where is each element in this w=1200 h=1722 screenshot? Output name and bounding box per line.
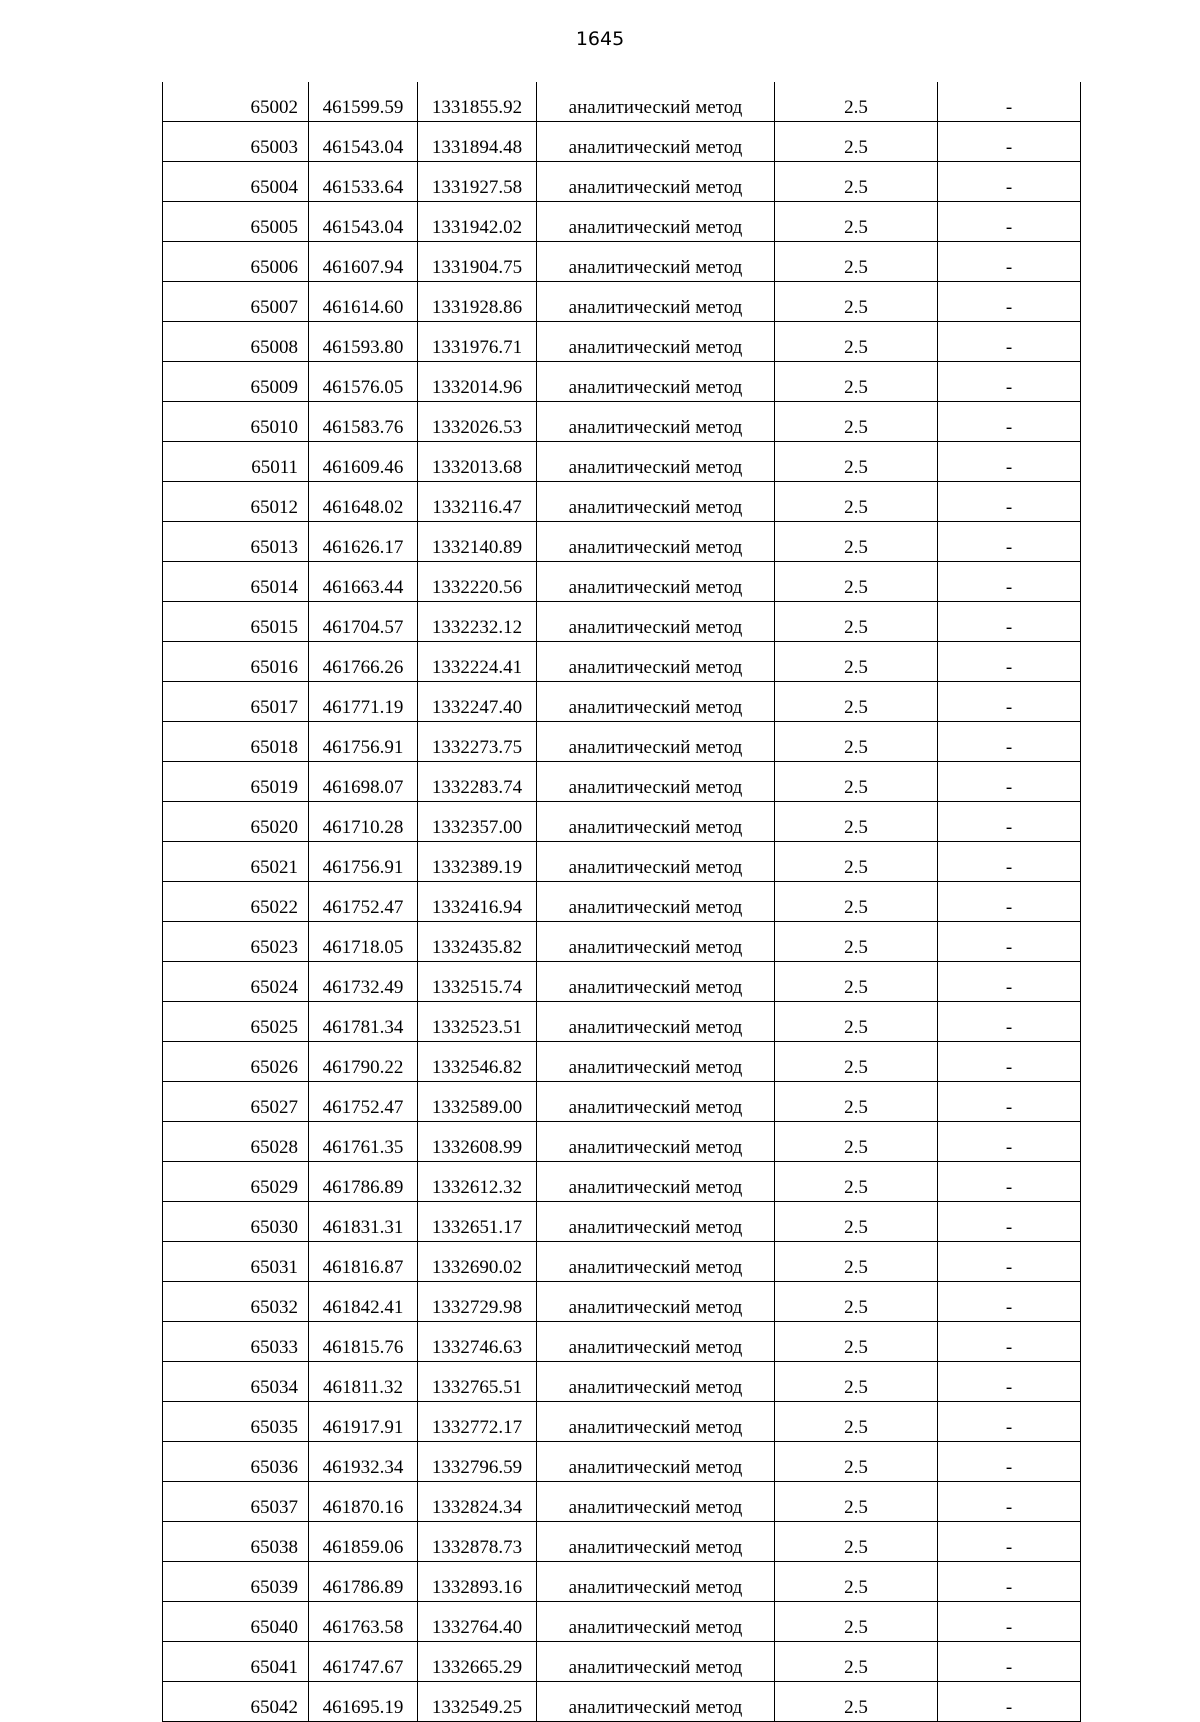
y-coordinate-cell: 1332589.00	[418, 1082, 537, 1122]
method-cell: аналитический метод	[537, 1202, 775, 1242]
method-cell: аналитический метод	[537, 242, 775, 282]
point-number-cell: 65002	[163, 82, 309, 122]
method-cell: аналитический метод	[537, 762, 775, 802]
x-coordinate-cell: 461842.41	[309, 1282, 418, 1322]
note-cell: -	[938, 242, 1081, 282]
method-cell: аналитический метод	[537, 842, 775, 882]
point-number-cell: 65042	[163, 1682, 309, 1722]
method-cell: аналитический метод	[537, 1082, 775, 1122]
table-row	[163, 1602, 1081, 1642]
precision-cell: 2.5	[775, 1202, 938, 1242]
method-cell: аналитический метод	[537, 82, 775, 122]
y-coordinate-cell: 1332546.82	[418, 1042, 537, 1082]
x-coordinate-cell: 461816.87	[309, 1242, 418, 1282]
y-coordinate-cell: 1332026.53	[418, 402, 537, 442]
method-cell: аналитический метод	[537, 602, 775, 642]
point-number-cell: 65024	[163, 962, 309, 1002]
precision-cell: 2.5	[775, 442, 938, 482]
precision-cell: 2.5	[775, 402, 938, 442]
table-row	[163, 1442, 1081, 1482]
point-number-cell: 65025	[163, 1002, 309, 1042]
table-row	[163, 402, 1081, 442]
table-row	[163, 722, 1081, 762]
x-coordinate-cell: 461747.67	[309, 1642, 418, 1682]
method-cell: аналитический метод	[537, 402, 775, 442]
precision-cell: 2.5	[775, 1282, 938, 1322]
x-coordinate-cell: 461771.19	[309, 682, 418, 722]
precision-cell: 2.5	[775, 1562, 938, 1602]
table-row	[163, 1402, 1081, 1442]
point-number-cell: 65019	[163, 762, 309, 802]
point-number-cell: 65009	[163, 362, 309, 402]
y-coordinate-cell: 1332772.17	[418, 1402, 537, 1442]
note-cell: -	[938, 842, 1081, 882]
note-cell: -	[938, 1282, 1081, 1322]
method-cell: аналитический метод	[537, 1682, 775, 1722]
x-coordinate-cell: 461917.91	[309, 1402, 418, 1442]
precision-cell: 2.5	[775, 482, 938, 522]
point-number-cell: 65007	[163, 282, 309, 322]
precision-cell: 2.5	[775, 842, 938, 882]
table-row	[163, 1002, 1081, 1042]
precision-cell: 2.5	[775, 1602, 938, 1642]
point-number-cell: 65011	[163, 442, 309, 482]
y-coordinate-cell: 1332746.63	[418, 1322, 537, 1362]
point-number-cell: 65014	[163, 562, 309, 602]
y-coordinate-cell: 1332273.75	[418, 722, 537, 762]
precision-cell: 2.5	[775, 882, 938, 922]
x-coordinate-cell: 461815.76	[309, 1322, 418, 1362]
x-coordinate-cell: 461583.76	[309, 402, 418, 442]
note-cell: -	[938, 1562, 1081, 1602]
precision-cell: 2.5	[775, 82, 938, 122]
precision-cell: 2.5	[775, 362, 938, 402]
method-cell: аналитический метод	[537, 162, 775, 202]
table-row	[163, 1362, 1081, 1402]
y-coordinate-cell: 1331904.75	[418, 242, 537, 282]
point-number-cell: 65015	[163, 602, 309, 642]
y-coordinate-cell: 1332765.51	[418, 1362, 537, 1402]
y-coordinate-cell: 1332690.02	[418, 1242, 537, 1282]
precision-cell: 2.5	[775, 602, 938, 642]
note-cell: -	[938, 1002, 1081, 1042]
note-cell: -	[938, 562, 1081, 602]
y-coordinate-cell: 1332357.00	[418, 802, 537, 842]
point-number-cell: 65038	[163, 1522, 309, 1562]
table-row	[163, 202, 1081, 242]
point-number-cell: 65040	[163, 1602, 309, 1642]
table-row	[163, 1322, 1081, 1362]
precision-cell: 2.5	[775, 962, 938, 1002]
y-coordinate-cell: 1331928.86	[418, 282, 537, 322]
y-coordinate-cell: 1332389.19	[418, 842, 537, 882]
method-cell: аналитический метод	[537, 1322, 775, 1362]
note-cell: -	[938, 1522, 1081, 1562]
y-coordinate-cell: 1332878.73	[418, 1522, 537, 1562]
x-coordinate-cell: 461609.46	[309, 442, 418, 482]
note-cell: -	[938, 202, 1081, 242]
precision-cell: 2.5	[775, 642, 938, 682]
table-row	[163, 842, 1081, 882]
y-coordinate-cell: 1331942.02	[418, 202, 537, 242]
precision-cell: 2.5	[775, 322, 938, 362]
x-coordinate-cell: 461543.04	[309, 122, 418, 162]
precision-cell: 2.5	[775, 1042, 938, 1082]
note-cell: -	[938, 962, 1081, 1002]
method-cell: аналитический метод	[537, 922, 775, 962]
x-coordinate-cell: 461648.02	[309, 482, 418, 522]
x-coordinate-cell: 461756.91	[309, 722, 418, 762]
y-coordinate-cell: 1332224.41	[418, 642, 537, 682]
table-row	[163, 1162, 1081, 1202]
precision-cell: 2.5	[775, 682, 938, 722]
method-cell: аналитический метод	[537, 442, 775, 482]
x-coordinate-cell: 461790.22	[309, 1042, 418, 1082]
y-coordinate-cell: 1332665.29	[418, 1642, 537, 1682]
table-row	[163, 1562, 1081, 1602]
precision-cell: 2.5	[775, 122, 938, 162]
precision-cell: 2.5	[775, 1402, 938, 1442]
y-coordinate-cell: 1331976.71	[418, 322, 537, 362]
table-row	[163, 362, 1081, 402]
y-coordinate-cell: 1331927.58	[418, 162, 537, 202]
point-number-cell: 65003	[163, 122, 309, 162]
point-number-cell: 65013	[163, 522, 309, 562]
method-cell: аналитический метод	[537, 642, 775, 682]
table-row	[163, 882, 1081, 922]
table-row	[163, 1042, 1081, 1082]
x-coordinate-cell: 461710.28	[309, 802, 418, 842]
x-coordinate-cell: 461870.16	[309, 1482, 418, 1522]
point-number-cell: 65018	[163, 722, 309, 762]
precision-cell: 2.5	[775, 1242, 938, 1282]
note-cell: -	[938, 802, 1081, 842]
y-coordinate-cell: 1332283.74	[418, 762, 537, 802]
note-cell: -	[938, 722, 1081, 762]
method-cell: аналитический метод	[537, 1362, 775, 1402]
point-number-cell: 65037	[163, 1482, 309, 1522]
note-cell: -	[938, 1322, 1081, 1362]
method-cell: аналитический метод	[537, 1442, 775, 1482]
note-cell: -	[938, 1162, 1081, 1202]
y-coordinate-cell: 1332549.25	[418, 1682, 537, 1722]
x-coordinate-cell: 461752.47	[309, 882, 418, 922]
y-coordinate-cell: 1332435.82	[418, 922, 537, 962]
note-cell: -	[938, 1402, 1081, 1442]
y-coordinate-cell: 1332515.74	[418, 962, 537, 1002]
x-coordinate-cell: 461752.47	[309, 1082, 418, 1122]
note-cell: -	[938, 162, 1081, 202]
precision-cell: 2.5	[775, 802, 938, 842]
x-coordinate-cell: 461859.06	[309, 1522, 418, 1562]
method-cell: аналитический метод	[537, 1002, 775, 1042]
note-cell: -	[938, 1122, 1081, 1162]
method-cell: аналитический метод	[537, 882, 775, 922]
method-cell: аналитический метод	[537, 1522, 775, 1562]
precision-cell: 2.5	[775, 762, 938, 802]
precision-cell: 2.5	[775, 1442, 938, 1482]
table-row	[163, 1202, 1081, 1242]
table-row	[163, 682, 1081, 722]
precision-cell: 2.5	[775, 522, 938, 562]
point-number-cell: 65035	[163, 1402, 309, 1442]
y-coordinate-cell: 1332013.68	[418, 442, 537, 482]
precision-cell: 2.5	[775, 1082, 938, 1122]
x-coordinate-cell: 461593.80	[309, 322, 418, 362]
y-coordinate-cell: 1332116.47	[418, 482, 537, 522]
precision-cell: 2.5	[775, 242, 938, 282]
x-coordinate-cell: 461831.31	[309, 1202, 418, 1242]
x-coordinate-cell: 461786.89	[309, 1562, 418, 1602]
x-coordinate-cell: 461756.91	[309, 842, 418, 882]
table-row	[163, 522, 1081, 562]
note-cell: -	[938, 442, 1081, 482]
table-row	[163, 242, 1081, 282]
method-cell: аналитический метод	[537, 722, 775, 762]
precision-cell: 2.5	[775, 722, 938, 762]
y-coordinate-cell: 1332796.59	[418, 1442, 537, 1482]
coordinates-table-body	[163, 82, 1081, 1722]
x-coordinate-cell: 461599.59	[309, 82, 418, 122]
x-coordinate-cell: 461614.60	[309, 282, 418, 322]
x-coordinate-cell: 461576.05	[309, 362, 418, 402]
method-cell: аналитический метод	[537, 482, 775, 522]
note-cell: -	[938, 282, 1081, 322]
point-number-cell: 65012	[163, 482, 309, 522]
note-cell: -	[938, 1362, 1081, 1402]
note-cell: -	[938, 1482, 1081, 1522]
coordinates-table	[162, 82, 1081, 1722]
precision-cell: 2.5	[775, 1482, 938, 1522]
note-cell: -	[938, 402, 1081, 442]
x-coordinate-cell: 461543.04	[309, 202, 418, 242]
precision-cell: 2.5	[775, 1642, 938, 1682]
point-number-cell: 65017	[163, 682, 309, 722]
point-number-cell: 65029	[163, 1162, 309, 1202]
x-coordinate-cell: 461811.32	[309, 1362, 418, 1402]
method-cell: аналитический метод	[537, 1042, 775, 1082]
point-number-cell: 65023	[163, 922, 309, 962]
precision-cell: 2.5	[775, 282, 938, 322]
note-cell: -	[938, 642, 1081, 682]
table-row	[163, 162, 1081, 202]
precision-cell: 2.5	[775, 922, 938, 962]
x-coordinate-cell: 461533.64	[309, 162, 418, 202]
y-coordinate-cell: 1332764.40	[418, 1602, 537, 1642]
y-coordinate-cell: 1331855.92	[418, 82, 537, 122]
method-cell: аналитический метод	[537, 562, 775, 602]
method-cell: аналитический метод	[537, 522, 775, 562]
method-cell: аналитический метод	[537, 1122, 775, 1162]
precision-cell: 2.5	[775, 562, 938, 602]
method-cell: аналитический метод	[537, 1162, 775, 1202]
table-row	[163, 802, 1081, 842]
table-row	[163, 1482, 1081, 1522]
method-cell: аналитический метод	[537, 1282, 775, 1322]
y-coordinate-cell: 1332651.17	[418, 1202, 537, 1242]
point-number-cell: 65036	[163, 1442, 309, 1482]
y-coordinate-cell: 1332232.12	[418, 602, 537, 642]
y-coordinate-cell: 1332893.16	[418, 1562, 537, 1602]
precision-cell: 2.5	[775, 1682, 938, 1722]
x-coordinate-cell: 461695.19	[309, 1682, 418, 1722]
y-coordinate-cell: 1332220.56	[418, 562, 537, 602]
note-cell: -	[938, 1242, 1081, 1282]
method-cell: аналитический метод	[537, 1562, 775, 1602]
table-row	[163, 482, 1081, 522]
note-cell: -	[938, 922, 1081, 962]
table-row	[163, 562, 1081, 602]
y-coordinate-cell: 1331894.48	[418, 122, 537, 162]
y-coordinate-cell: 1332523.51	[418, 1002, 537, 1042]
note-cell: -	[938, 362, 1081, 402]
table-row	[163, 442, 1081, 482]
table-row	[163, 642, 1081, 682]
x-coordinate-cell: 461761.35	[309, 1122, 418, 1162]
method-cell: аналитический метод	[537, 1482, 775, 1522]
table-row	[163, 962, 1081, 1002]
point-number-cell: 65041	[163, 1642, 309, 1682]
y-coordinate-cell: 1332416.94	[418, 882, 537, 922]
x-coordinate-cell: 461698.07	[309, 762, 418, 802]
point-number-cell: 65032	[163, 1282, 309, 1322]
note-cell: -	[938, 1202, 1081, 1242]
table-row	[163, 1122, 1081, 1162]
point-number-cell: 65008	[163, 322, 309, 362]
table-row	[163, 1682, 1081, 1722]
precision-cell: 2.5	[775, 1002, 938, 1042]
y-coordinate-cell: 1332608.99	[418, 1122, 537, 1162]
note-cell: -	[938, 1042, 1081, 1082]
note-cell: -	[938, 1082, 1081, 1122]
note-cell: -	[938, 1682, 1081, 1722]
x-coordinate-cell: 461607.94	[309, 242, 418, 282]
table-row	[163, 1522, 1081, 1562]
table-row	[163, 1282, 1081, 1322]
y-coordinate-cell: 1332824.34	[418, 1482, 537, 1522]
table-row	[163, 602, 1081, 642]
point-number-cell: 65021	[163, 842, 309, 882]
point-number-cell: 65016	[163, 642, 309, 682]
point-number-cell: 65006	[163, 242, 309, 282]
x-coordinate-cell: 461704.57	[309, 602, 418, 642]
note-cell: -	[938, 522, 1081, 562]
note-cell: -	[938, 762, 1081, 802]
precision-cell: 2.5	[775, 1162, 938, 1202]
table-row	[163, 1242, 1081, 1282]
y-coordinate-cell: 1332140.89	[418, 522, 537, 562]
x-coordinate-cell: 461763.58	[309, 1602, 418, 1642]
point-number-cell: 65034	[163, 1362, 309, 1402]
method-cell: аналитический метод	[537, 802, 775, 842]
x-coordinate-cell: 461718.05	[309, 922, 418, 962]
x-coordinate-cell: 461732.49	[309, 962, 418, 1002]
point-number-cell: 65031	[163, 1242, 309, 1282]
point-number-cell: 65026	[163, 1042, 309, 1082]
precision-cell: 2.5	[775, 1362, 938, 1402]
x-coordinate-cell: 461766.26	[309, 642, 418, 682]
precision-cell: 2.5	[775, 1322, 938, 1362]
table-row	[163, 82, 1081, 122]
method-cell: аналитический метод	[537, 1642, 775, 1682]
point-number-cell: 65005	[163, 202, 309, 242]
precision-cell: 2.5	[775, 162, 938, 202]
x-coordinate-cell: 461786.89	[309, 1162, 418, 1202]
table-row	[163, 282, 1081, 322]
y-coordinate-cell: 1332612.32	[418, 1162, 537, 1202]
method-cell: аналитический метод	[537, 202, 775, 242]
y-coordinate-cell: 1332247.40	[418, 682, 537, 722]
note-cell: -	[938, 122, 1081, 162]
point-number-cell: 65004	[163, 162, 309, 202]
table-row	[163, 322, 1081, 362]
method-cell: аналитический метод	[537, 682, 775, 722]
table-row	[163, 1642, 1081, 1682]
note-cell: -	[938, 322, 1081, 362]
note-cell: -	[938, 82, 1081, 122]
method-cell: аналитический метод	[537, 1402, 775, 1442]
x-coordinate-cell: 461626.17	[309, 522, 418, 562]
y-coordinate-cell: 1332729.98	[418, 1282, 537, 1322]
point-number-cell: 65027	[163, 1082, 309, 1122]
point-number-cell: 65028	[163, 1122, 309, 1162]
note-cell: -	[938, 1442, 1081, 1482]
point-number-cell: 65030	[163, 1202, 309, 1242]
method-cell: аналитический метод	[537, 1242, 775, 1282]
precision-cell: 2.5	[775, 202, 938, 242]
method-cell: аналитический метод	[537, 122, 775, 162]
table-row	[163, 122, 1081, 162]
note-cell: -	[938, 1602, 1081, 1642]
method-cell: аналитический метод	[537, 962, 775, 1002]
note-cell: -	[938, 1642, 1081, 1682]
point-number-cell: 65022	[163, 882, 309, 922]
page-number: 1645	[575, 28, 625, 50]
method-cell: аналитический метод	[537, 1602, 775, 1642]
point-number-cell: 65010	[163, 402, 309, 442]
point-number-cell: 65020	[163, 802, 309, 842]
point-number-cell: 65039	[163, 1562, 309, 1602]
table-row	[163, 922, 1081, 962]
table-row	[163, 762, 1081, 802]
table-row	[163, 1082, 1081, 1122]
note-cell: -	[938, 602, 1081, 642]
precision-cell: 2.5	[775, 1522, 938, 1562]
x-coordinate-cell: 461663.44	[309, 562, 418, 602]
precision-cell: 2.5	[775, 1122, 938, 1162]
method-cell: аналитический метод	[537, 362, 775, 402]
note-cell: -	[938, 482, 1081, 522]
y-coordinate-cell: 1332014.96	[418, 362, 537, 402]
method-cell: аналитический метод	[537, 282, 775, 322]
method-cell: аналитический метод	[537, 322, 775, 362]
x-coordinate-cell: 461932.34	[309, 1442, 418, 1482]
point-number-cell: 65033	[163, 1322, 309, 1362]
note-cell: -	[938, 882, 1081, 922]
note-cell: -	[938, 682, 1081, 722]
x-coordinate-cell: 461781.34	[309, 1002, 418, 1042]
